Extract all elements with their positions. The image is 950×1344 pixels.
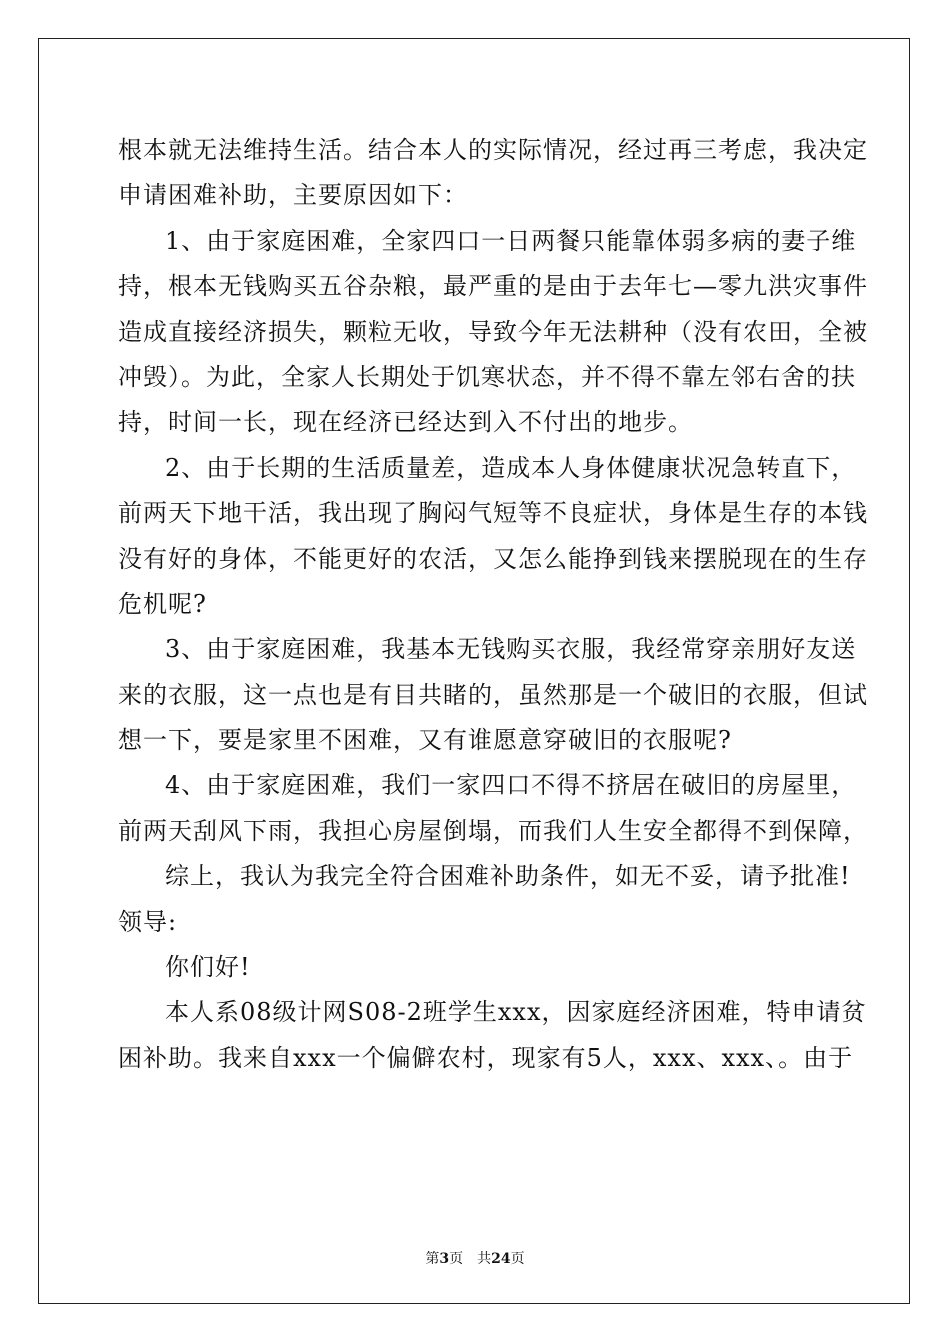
page-footer xyxy=(0,1248,950,1268)
total-page-number: 24 xyxy=(491,1251,511,1267)
text-line: 持，根本无钱购买五谷杂粮，最严重的是由于去年七—零九洪灾事件 xyxy=(118,272,868,301)
text-line: 本人系08级计网S08-2班学生xxx，因家庭经济困难，特申请贫 xyxy=(165,998,867,1027)
text-line: 1、由于家庭困难，全家四口一日两餐只能靠体弱多病的妻子维 xyxy=(165,226,857,255)
text-line: 领导: xyxy=(118,907,178,936)
footer-mid: 页 共 xyxy=(449,1251,492,1267)
text-line: 综上，我认为我完全符合困难补助条件，如无不妥，请予批准! xyxy=(165,862,851,891)
text-line: 冲毁）。为此，全家人长期处于饥寒状态，并不得不靠左邻右舍的扶 xyxy=(118,362,856,391)
text-line: 来的衣服，这一点也是有目共睹的，虽然那是一个破旧的衣服，但试 xyxy=(118,680,868,709)
text-line: 3、由于家庭困难，我基本无钱购买衣服，我经常穿亲朋好友送 xyxy=(165,635,857,664)
text-line: 危机呢? xyxy=(118,589,207,618)
text-line: 想一下，要是家里不困难，又有谁愿意穿破旧的衣服呢? xyxy=(118,726,732,755)
text-line: 你们好! xyxy=(165,953,251,982)
text-line: 前两天刮风下雨，我担心房屋倒塌，而我们人生安全都得不到保障， xyxy=(118,816,868,845)
text-line: 持，时间一长，现在经济已经达到入不付出的地步。 xyxy=(118,408,693,437)
text-line: 申请困难补助，主要原因如下： xyxy=(118,181,468,210)
current-page-number: 3 xyxy=(439,1251,450,1267)
text-line: 造成直接经济损失，颗粒无收，导致今年无法耕种（没有农田，全被 xyxy=(118,317,868,346)
footer-prefix: 第 xyxy=(425,1251,440,1267)
text-line: 困补助。我来自xxx一个偏僻农村，现家有5人，xxx、xxx、。由于 xyxy=(118,1043,854,1072)
footer-suffix: 页 xyxy=(510,1251,525,1267)
text-line: 根本就无法维持生活。结合本人的实际情况，经过再三考虑，我决定 xyxy=(118,136,868,164)
text-line: 没有好的身体，不能更好的农活，又怎么能挣到钱来摆脱现在的生存 xyxy=(118,544,868,573)
text-line: 前两天下地干活，我出现了胸闷气短等不良症状，身体是生存的本钱 xyxy=(118,499,868,528)
document-body xyxy=(118,128,868,1081)
text-line: 2、由于长期的生活质量差，造成本人身体健康状况急转直下， xyxy=(165,453,857,482)
text-line: 4、由于家庭困难，我们一家四口不得不挤居在破旧的房屋里， xyxy=(165,771,857,800)
